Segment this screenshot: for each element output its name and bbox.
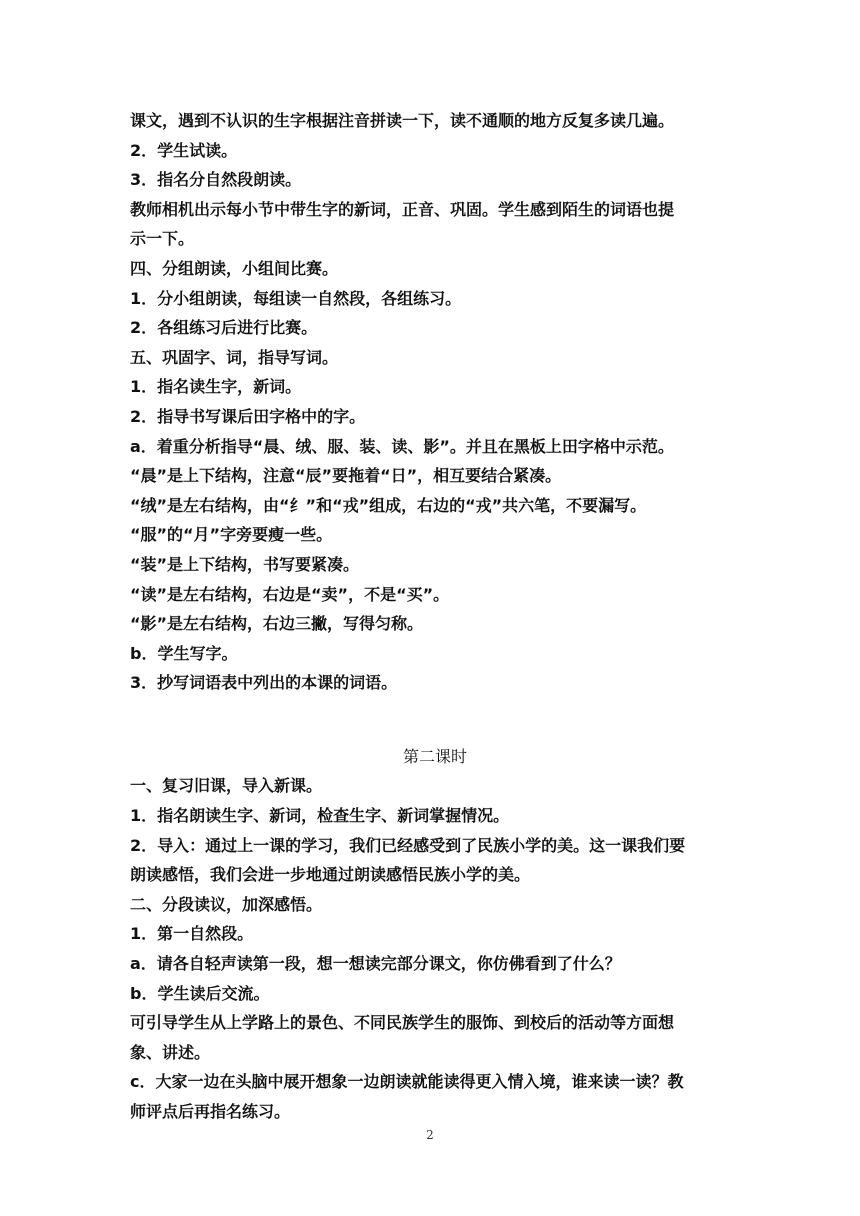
text-line: 1．第一自然段。: [130, 924, 254, 944]
section-heading: 五、巩固字、词，指导写词。: [130, 347, 339, 367]
text-line: “装”是上下结构，书写要紧凑。: [130, 554, 360, 574]
text-line: 师评点后再指名练习。: [130, 1102, 291, 1121]
document-body: [130, 106, 740, 1127]
section-heading: 二、分段读议，加深感悟。: [130, 894, 323, 914]
text-line: 3．抄写词语表中列出的本课的词语。: [130, 673, 398, 693]
text-line: “绒”是左右结构，由“纟”和“戎”组成，右边的“戎”共六笔，不要漏写。: [130, 495, 647, 515]
section-heading: 一、复习旧课，导入新课。: [130, 776, 323, 796]
blank-line: [130, 698, 740, 742]
text-line: 课文，遇到不认识的生字根据注音拼读一下，读不通顺的地方反复多读几遍。: [130, 111, 675, 130]
text-line: 1．指名朗读生字、新词，检查生字、新词掌握情况。: [130, 806, 510, 826]
text-line: 1．指名读生字，新词。: [130, 377, 302, 397]
page-number: 2: [426, 1128, 434, 1142]
section-heading: 四、分组朗读，小组间比赛。: [130, 258, 339, 278]
text-line: a．着重分析指导“晨、绒、服、装、读、影”。并且在黑板上田字格中示范。: [130, 436, 674, 456]
text-line: “服”的“月”字旁要瘦一些。: [130, 525, 333, 545]
lesson-title: 第二课时: [402, 746, 467, 766]
text-line: 2．各组练习后进行比赛。: [130, 318, 318, 338]
text-line: 示一下。: [130, 229, 195, 249]
text-line: 可引导学生从上学路上的景色、不同民族学生的服饰、到校后的活动等方面想: [130, 1013, 675, 1033]
text-line: “读”是左右结构，右边是“卖”，不是“买”。: [130, 584, 450, 604]
text-line: “晨”是上下结构，注意“辰”要拖着“日”，相互要结合紧凑。: [130, 466, 562, 486]
text-line: “影”是左右结构，右边三撇，写得匀称。: [130, 614, 424, 634]
text-line: b．学生写字。: [130, 643, 238, 663]
text-line: 教师相机出示每小节中带生字的新词，正音、巩固。学生感到陌生的词语也提: [130, 199, 675, 219]
text-line: a．请各自轻声读第一段，想一想读完部分课文，你仿佛看到了什么？: [130, 954, 621, 974]
text-line: 象、讲述。: [130, 1042, 211, 1062]
text-line: c．大家一边在头脑中展开想象一边朗读就能读得更入情入境，谁来读一读？教: [130, 1072, 684, 1092]
text-line: 2．学生试读。: [130, 140, 238, 160]
text-line: 1．分小组朗读，每组读一自然段，各组练习。: [130, 288, 462, 308]
text-line: 朗读感悟，我们会进一步地通过朗读感悟民族小学的美。: [130, 865, 531, 885]
text-line: b．学生读后交流。: [130, 983, 270, 1003]
text-line: 2．导入：通过上一课的学习，我们已经感受到了民族小学的美。这一课我们要: [130, 835, 686, 855]
text-line: 2．指导书写课后田字格中的字。: [130, 406, 366, 426]
text-line: 3．指名分自然段朗读。: [130, 170, 302, 190]
